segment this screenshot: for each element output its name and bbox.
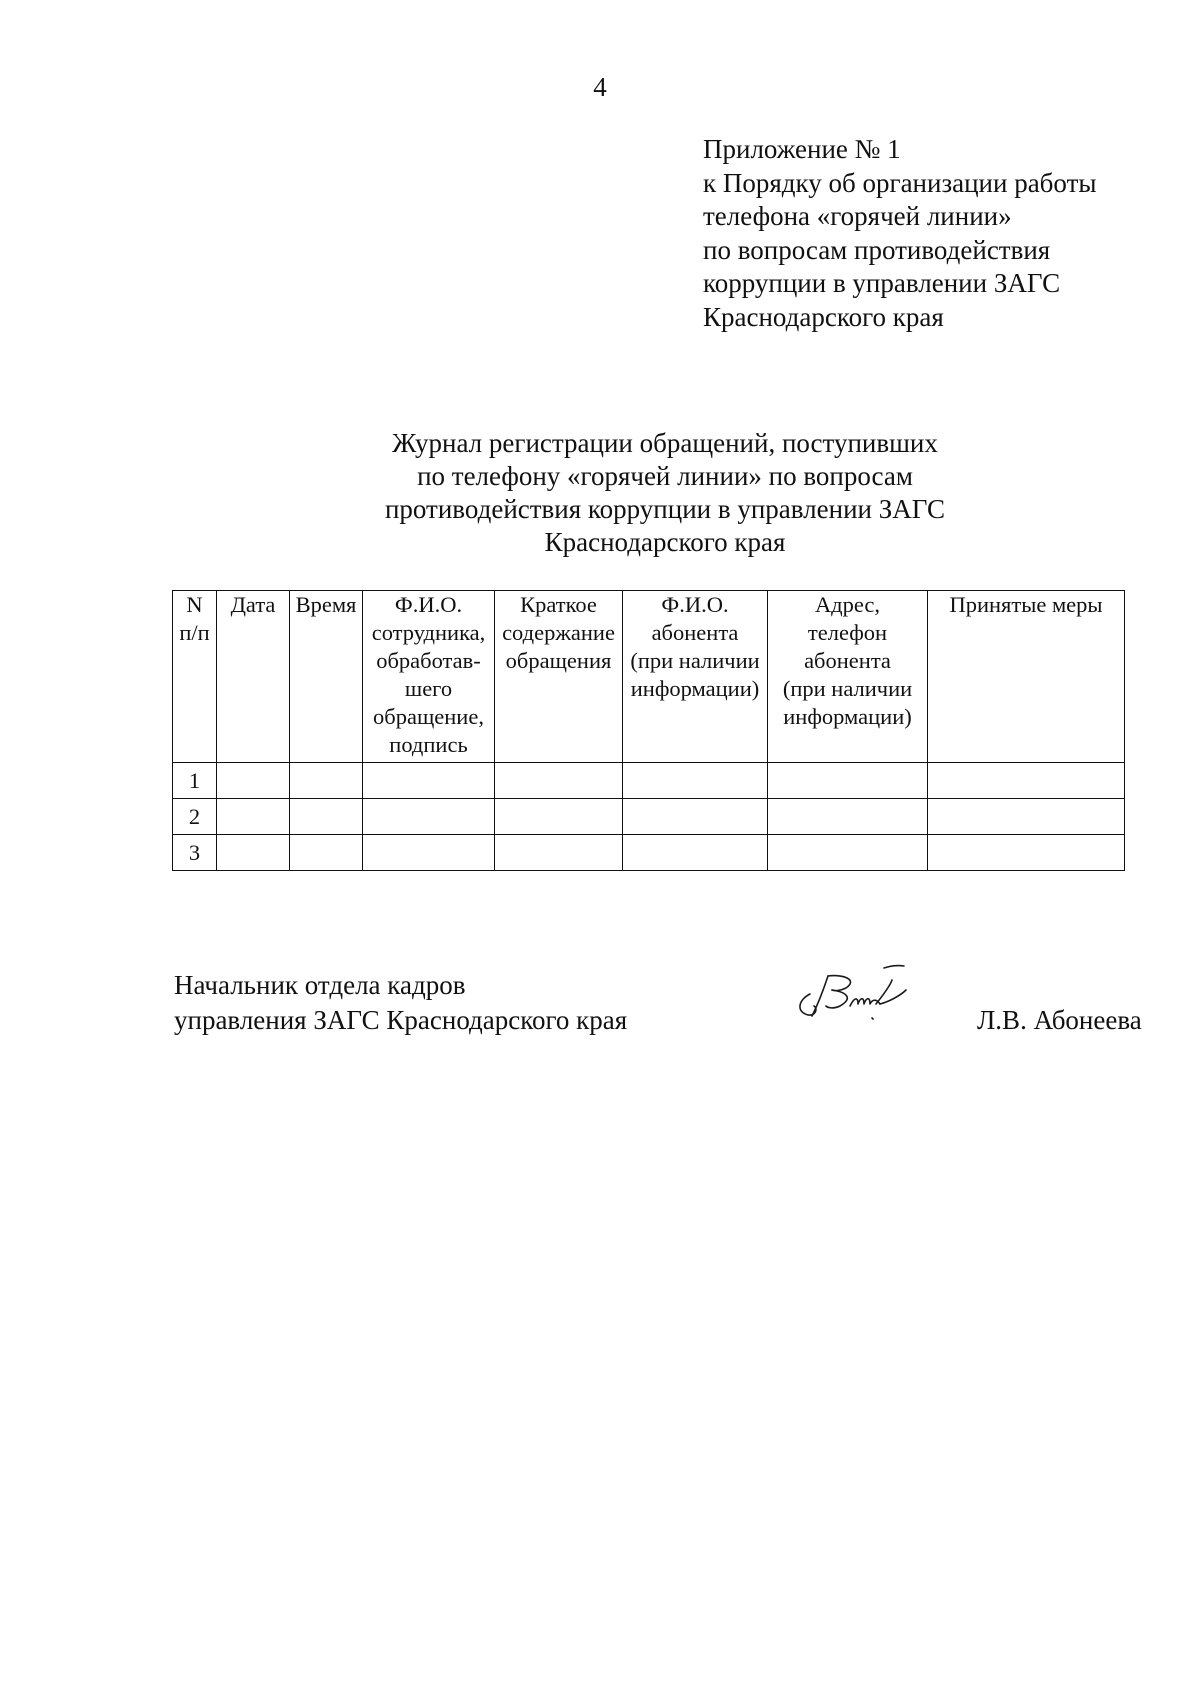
table-cell bbox=[623, 799, 768, 835]
table-cell bbox=[290, 799, 363, 835]
appendix-line: Краснодарского края bbox=[703, 301, 944, 332]
table-row bbox=[173, 763, 1125, 799]
table-cell bbox=[623, 763, 768, 799]
title-line: противодействия коррупции в управлении ЗАГС bbox=[384, 494, 946, 524]
table-cell bbox=[623, 835, 768, 871]
table-cell bbox=[495, 799, 623, 835]
table-cell bbox=[363, 835, 495, 871]
signatory-position bbox=[174, 968, 627, 1038]
appendix-line: телефона «горячей линии» bbox=[703, 201, 1012, 231]
title-line: по телефону «горячей линии» по вопросам bbox=[417, 461, 913, 491]
header-measures: Принятые меры bbox=[928, 591, 1125, 763]
table-cell bbox=[768, 763, 928, 799]
handwritten-signature bbox=[788, 960, 928, 1030]
table-cell: 1 bbox=[173, 763, 217, 799]
header-time: Время bbox=[290, 591, 363, 763]
table-cell: 3 bbox=[173, 835, 217, 871]
signatory-name: Л.В. Абонеева bbox=[977, 1005, 1142, 1035]
table-cell bbox=[217, 763, 290, 799]
journal-title bbox=[0, 427, 1200, 559]
header-caller-name: Ф.И.О. абонента (при наличии информации) bbox=[623, 591, 768, 763]
table-cell bbox=[768, 835, 928, 871]
table-cell bbox=[363, 799, 495, 835]
table-cell bbox=[290, 835, 363, 871]
journal-table bbox=[172, 590, 1125, 871]
title-line: Краснодарского края bbox=[544, 527, 786, 557]
title-line: Журнал регистрации обращений, поступивших bbox=[392, 428, 938, 458]
page-number: 4 bbox=[593, 72, 607, 102]
table-cell bbox=[290, 763, 363, 799]
table-cell: 2 bbox=[173, 799, 217, 835]
table-row bbox=[173, 799, 1125, 835]
table-cell bbox=[928, 799, 1125, 835]
header-caller-contact: Адрес, телефон абонента (при наличии информации) bbox=[768, 591, 928, 763]
position-line: управления ЗАГС Краснодарского края bbox=[174, 1005, 628, 1035]
table-cell bbox=[217, 835, 290, 871]
table-cell bbox=[495, 835, 623, 871]
appendix-line: к Порядку об организации работы bbox=[703, 167, 1097, 198]
appendix-line: Приложение № 1 bbox=[703, 134, 901, 164]
appendix-line: коррупции в управлении ЗАГС bbox=[703, 268, 1061, 298]
header-employee: Ф.И.О. сотрудника, обработав- шего обращение, подпись bbox=[363, 591, 495, 763]
appendix-line: по вопросам противодействия bbox=[703, 234, 1051, 265]
table-cell bbox=[495, 763, 623, 799]
header-number: N п/п bbox=[173, 591, 217, 763]
appendix-note bbox=[703, 133, 1173, 334]
table-header-row bbox=[173, 591, 1125, 763]
position-line: Начальник отдела кадров bbox=[174, 970, 466, 1000]
table-cell bbox=[768, 799, 928, 835]
table-cell bbox=[928, 763, 1125, 799]
table-cell bbox=[928, 835, 1125, 871]
table-cell bbox=[217, 799, 290, 835]
header-summary: Краткое содержание обращения bbox=[495, 591, 623, 763]
table-row bbox=[173, 835, 1125, 871]
header-date: Дата bbox=[217, 591, 290, 763]
table-cell bbox=[363, 763, 495, 799]
